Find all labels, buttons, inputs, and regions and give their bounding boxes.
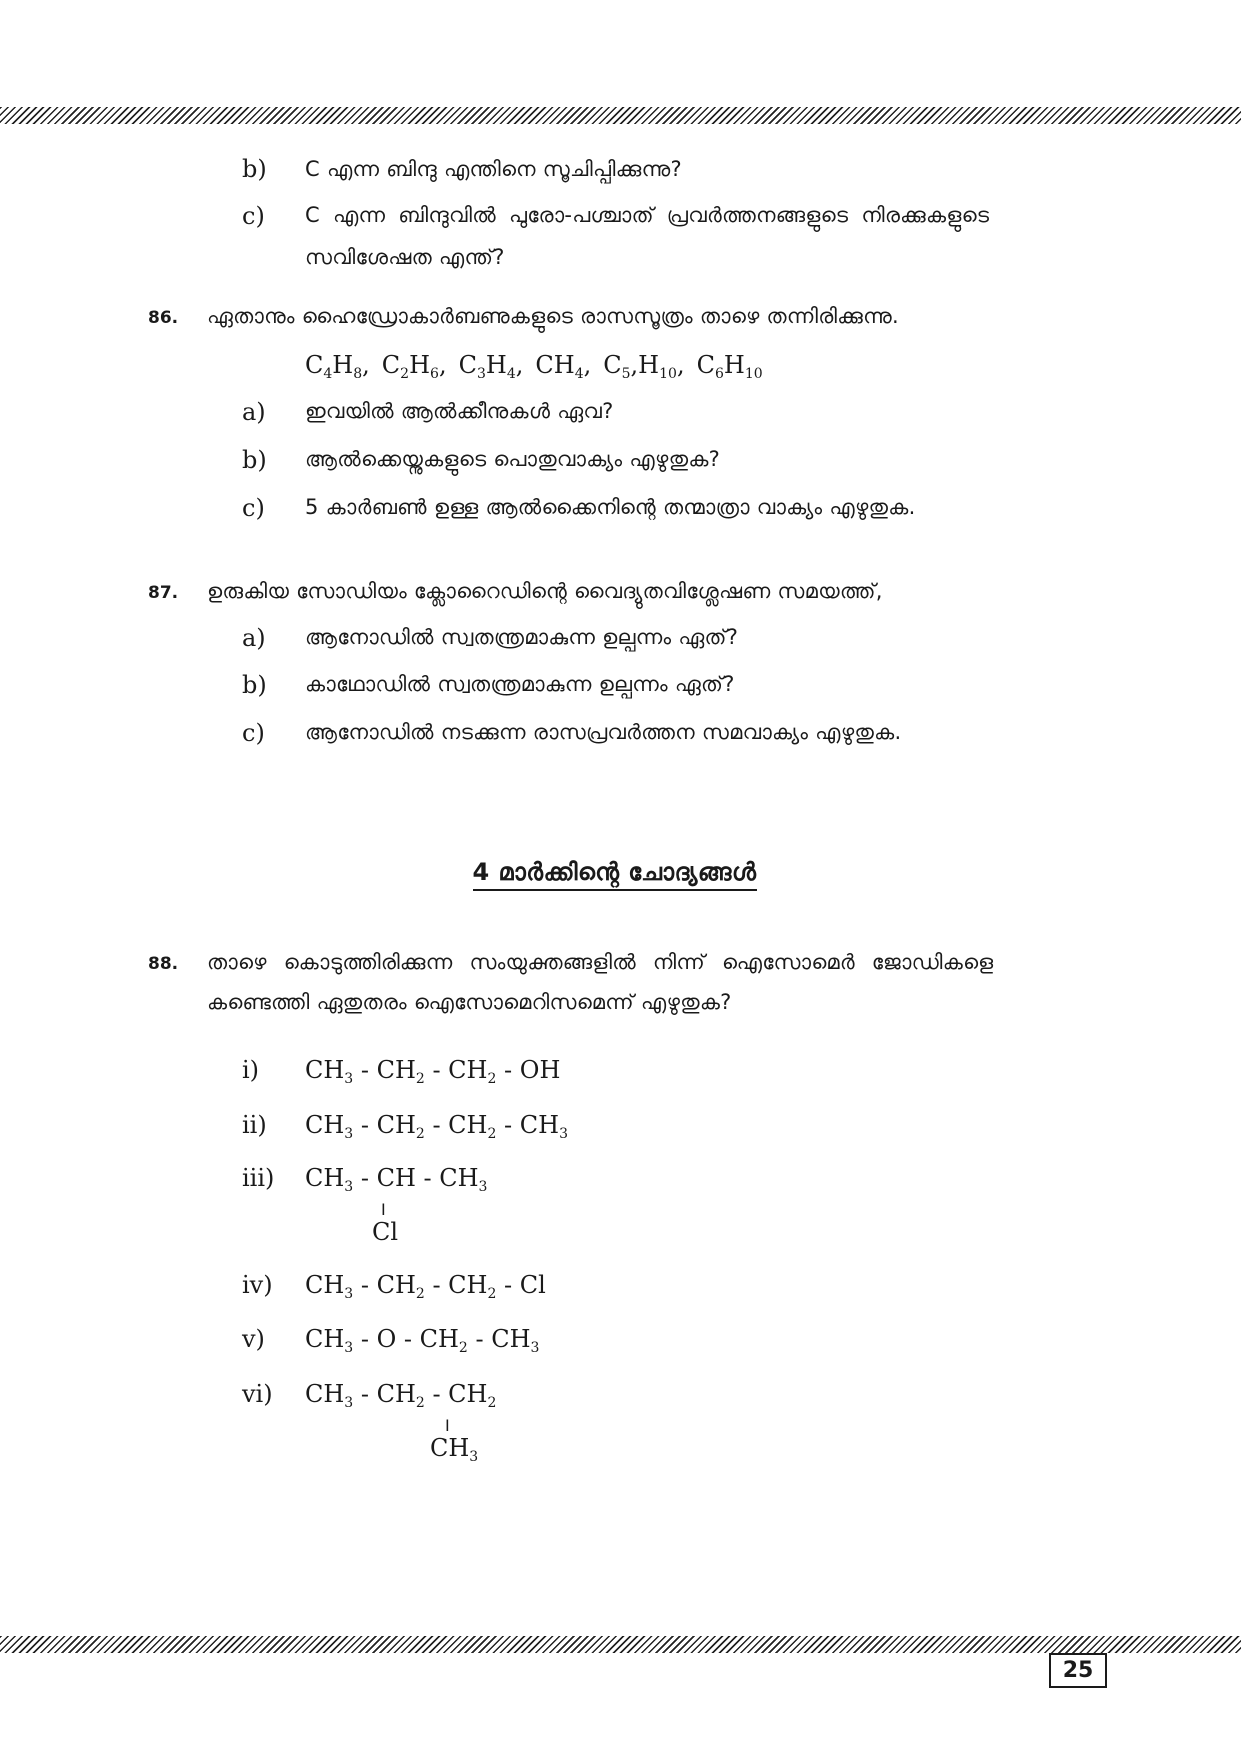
compound-subscript: 3 (344, 1179, 354, 1195)
formula-text: CH (535, 351, 575, 379)
compound-text: - CH (353, 1111, 416, 1139)
compound-text: - CH (424, 1271, 488, 1299)
formula-subscript: 10 (744, 366, 763, 382)
compound-subscript: 3 (344, 1340, 354, 1356)
compound-formula (305, 1056, 560, 1087)
compound-label: ii) (242, 1111, 267, 1139)
compound-formula (305, 1164, 487, 1195)
compound-subscript: 3 (344, 1286, 354, 1302)
q85-c-text-line1: C എന്ന ബിന്ദുവിൽ പുരോ-പശ്ചാത് പ്രവർത്തനങ്ങളുടെ നിരക്കുകളുടെ (305, 203, 990, 227)
formula-text: , (515, 351, 524, 379)
compound-text: - CH (424, 1056, 488, 1084)
formula-subscript: 2 (400, 366, 410, 382)
compound-label: v) (242, 1325, 265, 1353)
hydrocarbon-formula (696, 351, 763, 382)
hydrocarbon-formula (305, 351, 370, 382)
q87-text: ഉരുകിയ സോഡിയം ക്ലോറൈഡിന്റെ വൈദ്യുതവിശ്ലേഷണ സമയത്ത്, (207, 579, 883, 603)
compound-subscript: 2 (487, 1071, 497, 1087)
compound-subscript: 2 (487, 1395, 497, 1411)
compound-text: - CH (496, 1111, 560, 1139)
compound-label: vi) (242, 1380, 273, 1408)
compound-text: - CH (424, 1380, 488, 1408)
compound-subscript: 3 (478, 1179, 488, 1195)
compound-text: CH (305, 1164, 345, 1192)
compound-subscript: 2 (487, 1286, 497, 1302)
section-heading-wrap (0, 858, 1241, 891)
formula-subscript: 5 (621, 366, 631, 382)
compound-text: - CH (353, 1271, 416, 1299)
formula-text: , (583, 351, 592, 379)
formula-text: C (603, 351, 622, 379)
branch-text: Cl (372, 1218, 399, 1246)
compound-text: - Cl (496, 1271, 546, 1299)
q87-b-text: കാഥോഡിൽ സ്വതന്ത്രമാകുന്ന ഉല്പന്നം ഏത്? (305, 672, 735, 696)
section-heading: 4 മാർക്കിന്റെ ചോദ്യങ്ങൾ (473, 858, 757, 891)
q86-c-text: 5 കാർബൺ ഉള്ള ആൽക്കൈനിന്റെ തന്മാത്രാ വാക്യം എഴുതുക. (305, 495, 916, 519)
q85-b-label: b) (242, 155, 267, 183)
q86-formula-list (305, 351, 775, 382)
compound-label: iii) (242, 1164, 275, 1192)
q85-b-text: C എന്ന ബിന്ദു എന്തിനെ സൂചിപ്പിക്കുന്നു? (305, 157, 682, 181)
formula-text: C (696, 351, 715, 379)
compound-subscript: 2 (415, 1395, 425, 1411)
branch-group (430, 1434, 478, 1465)
formula-subscript: 6 (430, 366, 439, 382)
formula-subscript: 10 (659, 366, 677, 382)
compound-text: - CH (353, 1056, 416, 1084)
hydrocarbon-formula (381, 351, 447, 382)
q88-text-line2: കണ്ടെത്തി ഏതുതരം ഐസോമെറിസമെന്ന് എഴുതുക? (207, 990, 732, 1014)
branch-bond: I (445, 1416, 450, 1435)
compound-subscript: 3 (344, 1126, 354, 1142)
compound-subscript: 2 (415, 1126, 425, 1142)
formula-text: H (723, 351, 745, 379)
hydrocarbon-formula (603, 351, 685, 382)
formula-text: , (676, 351, 685, 379)
q86-b-label: b) (242, 446, 267, 474)
formula-subscript: 8 (353, 366, 363, 382)
compound-subscript: 3 (530, 1340, 540, 1356)
formula-text: H (485, 351, 507, 379)
compound-text: - CH (353, 1380, 416, 1408)
branch-bond: I (381, 1200, 386, 1219)
q86-b-text: ആൽക്കെയ്നുകളുടെ പൊതുവാക്യം എഴുതുക? (305, 447, 721, 471)
compound-label: i) (242, 1056, 260, 1084)
top-hatched-border (0, 107, 1241, 124)
branch-text: CH (430, 1434, 470, 1462)
hydrocarbon-formula (458, 351, 524, 382)
compound-formula (305, 1111, 568, 1142)
formula-text: C (381, 351, 401, 379)
formula-text: , (362, 351, 370, 379)
compound-text: CH (305, 1056, 345, 1084)
formula-text: H (332, 351, 354, 379)
compound-subscript: 2 (458, 1340, 468, 1356)
compound-text: CH (305, 1380, 345, 1408)
q87-b-label: b) (242, 671, 267, 699)
q87-number: 87. (148, 583, 179, 603)
formula-text: C (458, 351, 477, 379)
compound-subscript: 2 (415, 1286, 425, 1302)
q86-a-text: ഇവയിൽ ആൽക്കീനുകൾ ഏവ? (305, 399, 614, 423)
q87-a-label: a) (242, 624, 266, 652)
compound-text: CH (305, 1325, 345, 1353)
q87-c-text: ആനോഡിൽ നടക്കുന്ന രാസപ്രവർത്തന സമവാക്യം എഴുതുക. (305, 720, 902, 744)
q87-a-text: ആനോഡിൽ സ്വതന്ത്രമാകുന്ന ഉല്പന്നം ഏത്? (305, 625, 739, 649)
formula-text: C (305, 351, 324, 379)
compound-text: CH (305, 1271, 345, 1299)
q86-a-label: a) (242, 398, 266, 426)
hydrocarbon-formula (535, 351, 592, 382)
compound-formula (305, 1325, 539, 1356)
q85-c-label: c) (242, 202, 265, 230)
compound-text: - O - CH (353, 1325, 459, 1353)
formula-text: H (409, 351, 431, 379)
q86-number: 86. (148, 308, 179, 328)
q86-text: ഏതാനും ഹൈഡ്രോകാർബണുകളുടെ രാസസൂത്രം താഴെ തന്നിരിക്കുന്നു. (207, 304, 900, 328)
page-number: 25 (1049, 1653, 1107, 1688)
compound-subscript: 3 (559, 1126, 568, 1142)
bottom-hatched-border (0, 1636, 1241, 1653)
compound-subscript: 3 (344, 1071, 354, 1087)
q86-c-label: c) (242, 494, 265, 522)
compound-formula (305, 1271, 546, 1302)
compound-text: - CH (467, 1325, 531, 1353)
formula-subscript: 4 (323, 366, 333, 382)
formula-text: ,H (630, 351, 660, 379)
compound-subscript: 2 (415, 1071, 425, 1087)
compound-text: - CH (424, 1111, 488, 1139)
compound-subscript: 2 (487, 1126, 497, 1142)
compound-text: - OH (496, 1056, 561, 1084)
formula-subscript: 3 (476, 366, 486, 382)
compound-subscript: 3 (344, 1395, 354, 1411)
formula-text: , (438, 351, 447, 379)
formula-subscript: 4 (574, 366, 584, 382)
branch-group (372, 1218, 398, 1246)
formula-subscript: 4 (506, 366, 516, 382)
compound-text: CH (305, 1111, 345, 1139)
branch-subscript: 3 (469, 1449, 479, 1465)
q88-number: 88. (148, 954, 179, 974)
compound-text: - CH - CH (353, 1164, 479, 1192)
q88-text-line1: താഴെ കൊടുത്തിരിക്കുന്ന സംയുക്തങ്ങളിൽ നിന്ന് ഐസോമെർ ജോഡികളെ (207, 950, 994, 974)
q85-c-text-line2: സവിശേഷത എന്ത്? (305, 245, 505, 269)
compound-label: iv) (242, 1271, 273, 1299)
compound-formula (305, 1380, 496, 1411)
q87-c-label: c) (242, 719, 265, 747)
formula-subscript: 6 (714, 366, 724, 382)
